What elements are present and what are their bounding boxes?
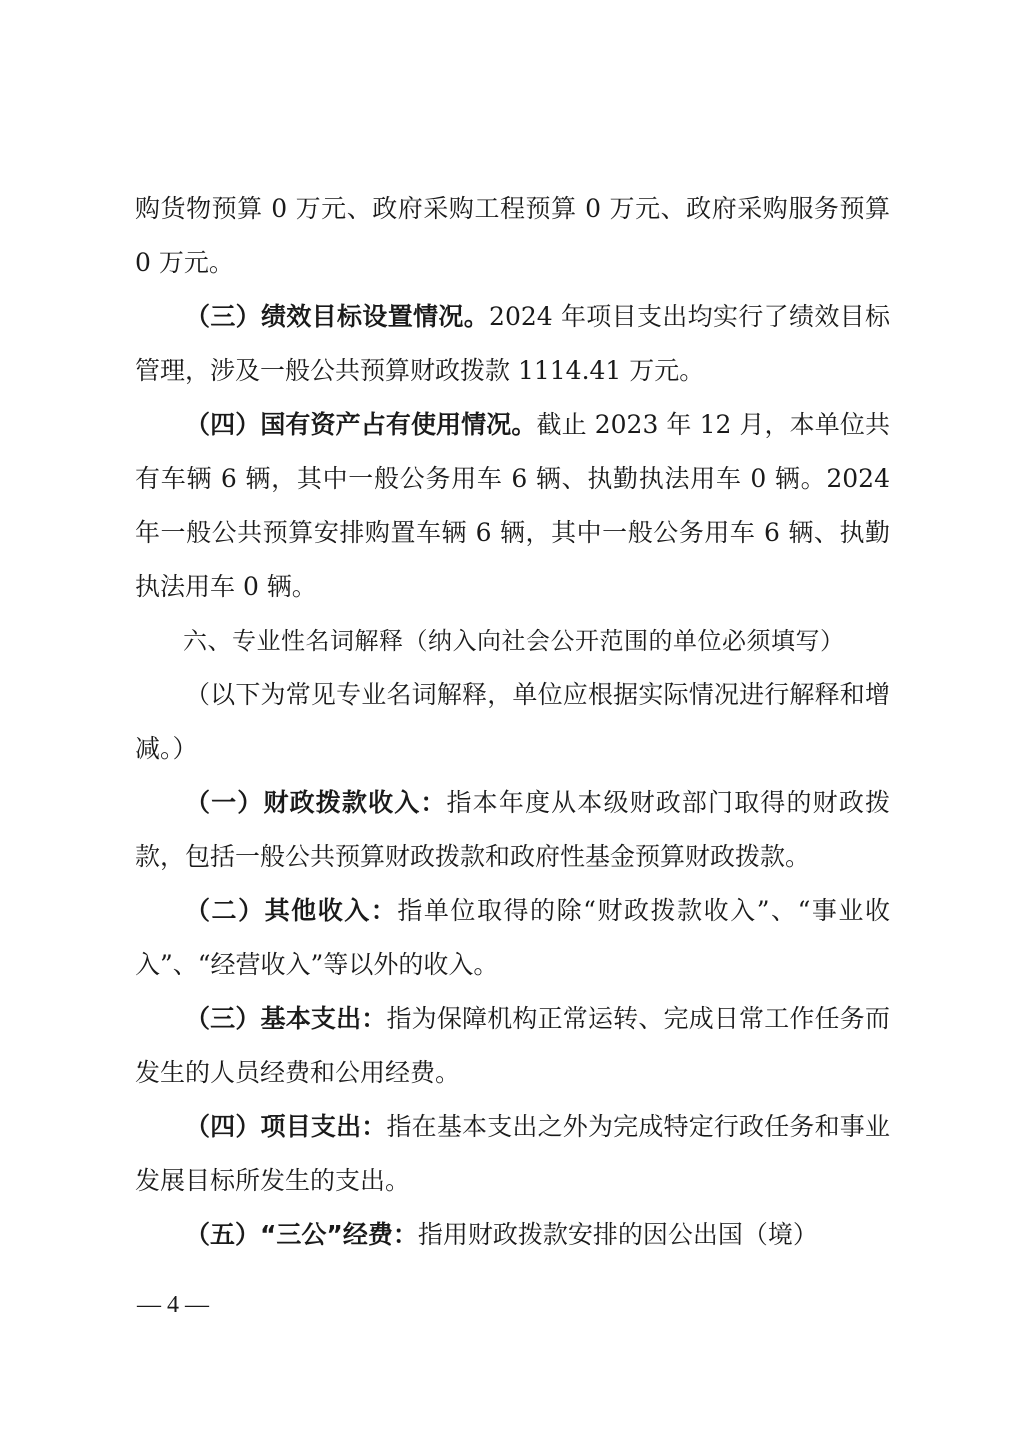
term-fiscal-appropriation-income [135, 776, 890, 884]
term-basic-expenditure [135, 992, 890, 1100]
page-number: — 4 — [137, 1292, 209, 1318]
paragraph-lead: （四）国有资产占有使用情况。 [185, 410, 537, 439]
term-definition: 指在基本支出之外为完成特定行政任务和事业发展目标所发生的支出。 [135, 1112, 890, 1195]
paragraph-performance-targets [135, 290, 890, 398]
term-label: （二）其他收入： [185, 896, 398, 925]
term-definition: 指本年度从本级财政部门取得的财政拨款，包括一般公共预算财政拨款和政府性基金预算财政拨款。 [135, 788, 890, 871]
term-definition: 指单位取得的除“财政拨款收入”、“事业收入”、“经营收入”等以外的收入。 [135, 896, 890, 979]
section-heading: 六、专业性名词解释（纳入向社会公开范围的单位必须填写） [183, 627, 845, 655]
term-project-expenditure [135, 1100, 890, 1208]
term-other-income [135, 884, 890, 992]
paragraph-lead: （三）绩效目标设置情况。 [185, 302, 490, 331]
term-label: （四）项目支出： [185, 1112, 387, 1141]
paragraph-state-assets [135, 398, 890, 614]
paragraph-text: 2024 年项目支出均实行了绩效目标管理，涉及一般公共预算财政拨款 1114.41 万元。 [135, 302, 890, 385]
section-note [135, 668, 890, 776]
term-label: （一）财政拨款收入： [185, 788, 447, 817]
term-three-public-expenses [135, 1208, 890, 1262]
paragraph-text: 截止 2023 年 12 月，本单位共有车辆 6 辆，其中一般公务用车 6 辆、执勤执法用车 0 辆。2024 年一般公共预算安排购置车辆 6 辆，其中一般公务用车 6 辆、执勤执法用车 0 辆。 [135, 410, 890, 601]
paragraph-procurement-continued [135, 182, 890, 290]
note-text: （以下为常见专业名词解释，单位应根据实际情况进行解释和增减。） [135, 680, 890, 763]
term-definition: 指为保障机构正常运转、完成日常工作任务而发生的人员经费和公用经费。 [135, 1004, 890, 1087]
paragraph-text: 购货物预算 0 万元、政府采购工程预算 0 万元、政府采购服务预算 0 万元。 [135, 194, 890, 277]
term-label: （三）基本支出： [185, 1004, 387, 1033]
term-definition: 指用财政拨款安排的因公出国（境） [417, 1220, 818, 1249]
document-body [135, 182, 890, 1262]
term-label: （五）“三公”经费： [185, 1220, 418, 1249]
